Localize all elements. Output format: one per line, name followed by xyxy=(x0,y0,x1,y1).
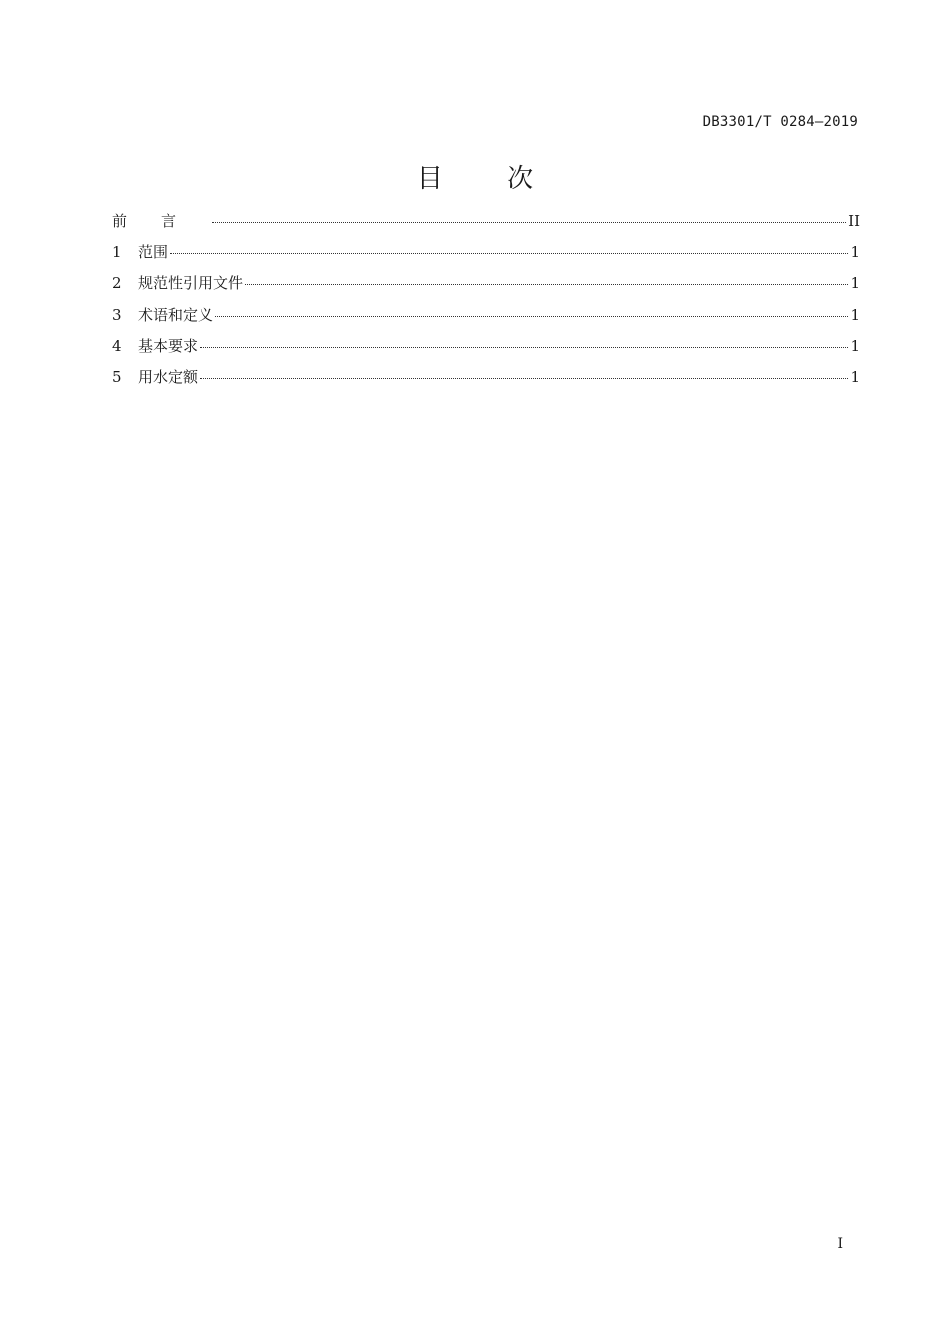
toc-leader-dots xyxy=(245,284,848,285)
toc-entry-page: 1 xyxy=(850,336,860,355)
toc-entry-number: 4 xyxy=(112,336,122,355)
toc-entry-normative-references[interactable] xyxy=(112,272,860,303)
toc-entry-number: 2 xyxy=(112,274,122,293)
toc-leader-dots xyxy=(170,253,848,254)
toc-entry-page: 1 xyxy=(850,274,860,293)
page-title: 目 次 xyxy=(416,164,562,194)
toc-entry-page: 1 xyxy=(850,243,860,262)
toc-entry-label: 基本要求 xyxy=(138,336,199,355)
toc-entry-terms-definitions[interactable] xyxy=(112,304,860,335)
table-of-contents xyxy=(112,210,860,397)
toc-entry-label: 用水定额 xyxy=(138,367,199,386)
toc-entry-number: 5 xyxy=(112,367,122,386)
toc-entry-page: 1 xyxy=(850,305,860,324)
document-code: DB3301/T 0284—2019 xyxy=(702,114,858,130)
toc-entry-water-quota[interactable] xyxy=(112,366,860,397)
toc-leader-dots xyxy=(200,347,848,348)
toc-leader-dots xyxy=(215,316,848,317)
toc-entry-page: II xyxy=(848,212,860,230)
toc-leader-dots xyxy=(212,222,846,223)
toc-entry-label: 规范性引用文件 xyxy=(138,274,244,293)
toc-entry-number: 3 xyxy=(112,305,122,324)
toc-entry-label: 前言 xyxy=(112,212,211,230)
toc-entry-basic-requirements[interactable] xyxy=(112,335,860,366)
toc-entry-page: 1 xyxy=(850,367,860,386)
toc-entry-label: 术语和定义 xyxy=(138,305,214,324)
toc-entry-label: 范围 xyxy=(138,243,169,262)
toc-entry-scope[interactable] xyxy=(112,241,860,272)
toc-entry-number: 1 xyxy=(112,243,122,262)
toc-entry-foreword[interactable] xyxy=(112,210,860,241)
page-number: I xyxy=(837,1236,843,1252)
toc-leader-dots xyxy=(200,378,848,379)
